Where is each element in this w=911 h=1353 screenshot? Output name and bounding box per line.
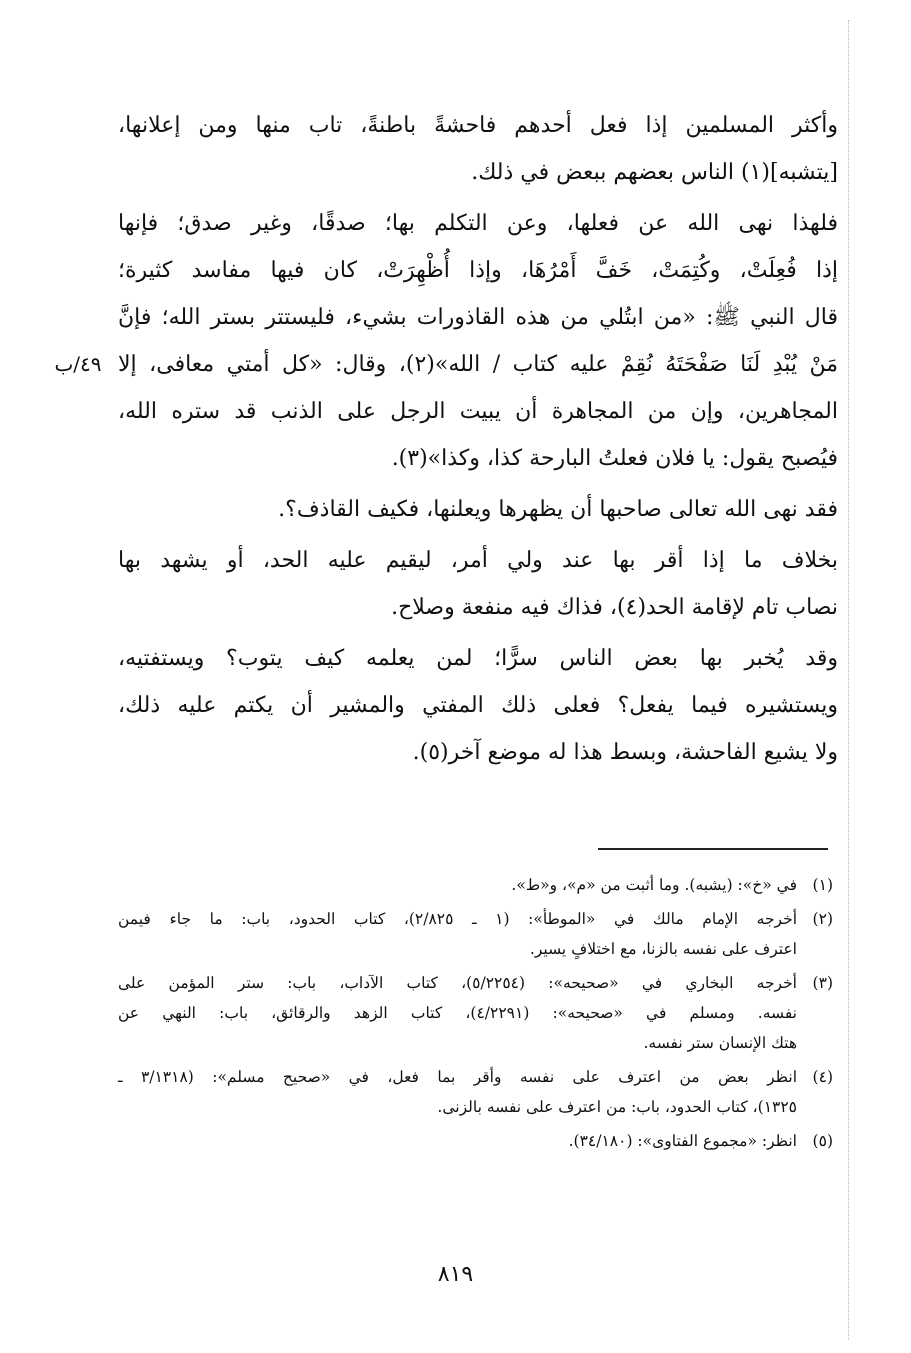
- text-line: المجاهرين، وإن من المجاهرة أن يبيت الرجل على الذنب قد ستره الله،: [118, 399, 838, 424]
- text-line: ولا يشيع الفاحشة، وبسط هذا له موضع آخر(٥).: [412, 740, 838, 765]
- footnote-number: (٥): [812, 1132, 833, 1150]
- footnote-text: [118, 870, 797, 900]
- page-edge-dots: [848, 20, 849, 1340]
- footnote: [118, 870, 833, 900]
- footnote-line: في «خ»: (يشبه). وما أثبت من «م»، و«ط».: [511, 876, 797, 894]
- footnote-text: [118, 968, 797, 1058]
- footnote-line: ١٣٢٥)، كتاب الحدود، باب: من اعترف على نفسه بالزنى.: [437, 1098, 797, 1116]
- text-line: بخلاف ما إذا أقر بها عند ولي أمر، ليقيم عليه الحد، أو يشهد بها: [118, 548, 838, 573]
- text-line: وقد يُخبر بها بعض الناس سرًّا؛ لمن يعلمه كيف يتوب؟ ويستفتيه،: [118, 646, 838, 671]
- text-line: نصاب تام لإقامة الحد(٤)، فذاك فيه منفعة وصلاح.: [391, 595, 838, 620]
- footnote-number: (٢): [812, 910, 833, 928]
- text-line: فيُصبح يقول: يا فلان فعلتُ البارحة كذا، وكذا»(٣).: [391, 446, 838, 471]
- main-text: [118, 102, 838, 776]
- footnote: [118, 968, 833, 1058]
- footnote-line: انظر بعض من اعترف على نفسه وأقر بما فعل، في «صحيح مسلم»: (٣/١٣١٨ ـ: [118, 1068, 797, 1086]
- footnote-line: هتك الإنسان ستر نفسه.: [643, 1034, 797, 1052]
- footnote-text: [118, 904, 797, 964]
- footnote-text: [118, 1126, 797, 1156]
- footnote-number: (٣): [812, 974, 833, 992]
- text-line: فقد نهى الله تعالى صاحبها أن يظهرها ويعلنها، فكيف القاذف؟.: [278, 497, 838, 522]
- footnote-text: [118, 1062, 797, 1122]
- footnote-line: اعترف على نفسه بالزنا، مع اختلافٍ يسير.: [529, 940, 797, 958]
- footnote-number: (٤): [812, 1068, 833, 1086]
- text-line: وأكثر المسلمين إذا فعل أحدهم فاحشةً باطنةً، تاب منها ومن إعلانها،: [118, 113, 838, 138]
- text-line: ويستشيره فيما يفعل؟ فعلى ذلك المفتي والمشير أن يكتم عليه ذلك،: [118, 693, 838, 718]
- text-line: فلهذا نهى الله عن فعلها، وعن التكلم بها؛ صدقًا، وغير صدق؛ فإنها: [118, 211, 838, 236]
- page-number: ٨١٩: [437, 1262, 474, 1287]
- footnote-line: أخرجه الإمام مالك في «الموطأ»: (١ ـ ٢/٨٢٥)، كتاب الحدود، باب: ما جاء فيمن: [118, 910, 797, 928]
- footnote: [118, 1062, 833, 1122]
- footnote-number: (١): [812, 876, 833, 894]
- manuscript-folio-note: ٤٩/ب: [54, 352, 102, 376]
- footnote-line: انظر: «مجموع الفتاوى»: (٣٤/١٨٠).: [568, 1132, 797, 1150]
- footnote: [118, 904, 833, 964]
- text-line: [يتشبه](١) الناس بعضهم ببعض في ذلك.: [471, 160, 838, 185]
- footnote: [118, 1126, 833, 1156]
- text-line: مَنْ يُبْدِ لَنَا صَفْحَتَهُ نُقِمْ عليه كتاب / الله»(٢)، وقال: «كل أمتي معافى، إلا: [118, 352, 839, 377]
- text-line: إذا فُعِلَتْ، وكُتِمَتْ، خَفَّ أَمْرُهَا، وإذا أُظْهِرَتْ، كان فيها مفاسد كثيرة؛: [118, 258, 838, 283]
- footnotes: [118, 870, 833, 1160]
- footnote-line: نفسه. ومسلم في «صحيحه»: (٤/٢٢٩١)، كتاب الزهد والرقائق، باب: النهي عن: [118, 1004, 798, 1022]
- footnote-separator: [598, 848, 828, 850]
- text-line: قال النبي ﷺ: «من ابتُلي من هذه القاذورات بشيء، فليستتر بستر الله؛ فإنَّ: [118, 305, 838, 330]
- footnote-line: أخرجه البخاري في «صحيحه»: (٥/٢٢٥٤)، كتاب الآداب، باب: ستر المؤمن على: [118, 974, 797, 992]
